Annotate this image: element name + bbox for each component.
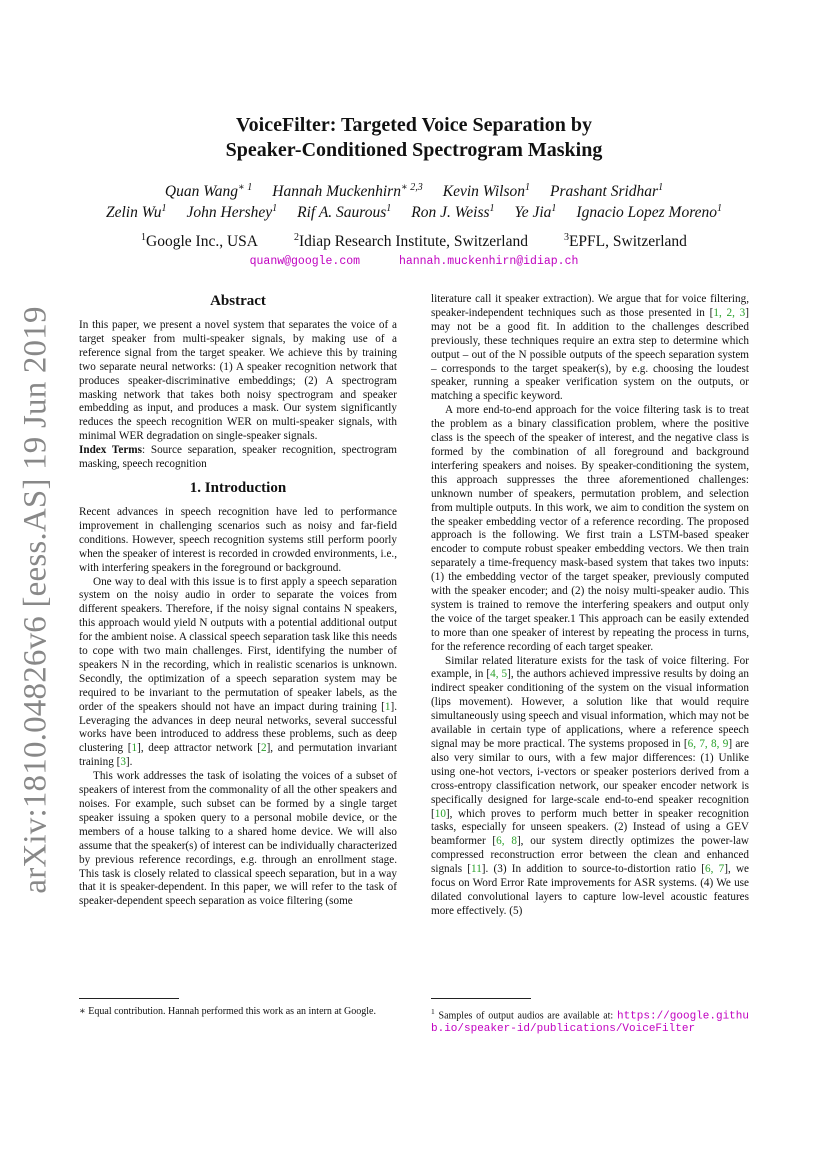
author-affiliation-mark: 1 bbox=[551, 203, 557, 214]
footnote-samples bbox=[431, 1006, 749, 1035]
index-terms bbox=[79, 444, 397, 472]
affiliation-mark: 3 bbox=[563, 232, 569, 243]
author-affiliation-mark: 1 bbox=[525, 182, 530, 193]
affiliation: $^1$Google Inc., USA bbox=[141, 232, 258, 251]
author-affiliation-mark: 1 bbox=[161, 203, 167, 214]
body-paragraph: Similar related literature exists for the task of voice filtering. For example, in [4, 5], the authors achieved impressive results by doing an indirect speaker conditioning of the system on the visual information (lips movement). However, a solution like that would require simultaneously using speech and visual information, which may not be available in certain type of applications, where a reference speech signal may be more practical. The systems proposed in [6, 7, 8, 9] are also very similar to ours, with a few major differences: (1) Unlike using one-hot vectors, i-vectors or speaker posteriors derived from a cross-entropy classification network, our speaker encoder network is specifically designed for large-scale end-to-end speaker recognition [10], which proves to perform much better in speaker recognition tasks, especially for unseen speakers. (2) Instead of using a GEV beamformer [6, 8], our system directly optimizes the power-law compressed reconstruction error between the clean and enhanced signals [11]. (3) In addition to source-to-distortion ratio [6, 7], we focus on Word Error Rate improvements for ASR systems. (4) We use dilated convolutional layers to capture low-level acoustic features more effectively. (5) bbox=[431, 654, 750, 917]
abstract-text: In this paper, we present a novel system that separates the voice of a target speaker from multi-speaker signals, by making use of a reference signal from the target speaker. We achieve this by training two separate neural networks: (1) A speaker recognition network that produces speaker-discriminative embeddings; (2) A spectrogram masking network that takes both noisy spectrogram and speaker embedding as input, and produces a mask. Our system significantly reduces the speech recognition WER on multi-speaker signals, with minimal WER degradation on single-speaker signals. bbox=[79, 319, 397, 443]
affiliation-mark: 2 bbox=[293, 232, 299, 243]
author-name: Prashant Sridhar$^1$ bbox=[550, 182, 664, 201]
author-name: Rif A. Saurous$^1$ bbox=[297, 203, 392, 222]
citation-link[interactable]: 6, 8 bbox=[496, 835, 517, 848]
citation-link[interactable]: 6, 7, 8, 9 bbox=[687, 738, 729, 750]
intro-heading: 1. Introduction bbox=[189, 479, 287, 496]
title-line-2: Speaker-Conditioned Spectrogram Masking bbox=[225, 139, 603, 161]
footnote-rule bbox=[79, 998, 179, 999]
citation-link[interactable]: 6, 7 bbox=[705, 863, 725, 876]
affiliation: $^3$EPFL, Switzerland bbox=[563, 232, 687, 251]
body-paragraph: literature call it speaker extraction). We argue that for voice filtering, speaker-independent techniques such as those presented in [1, 2, 3] may not be a good fit. In addition to the challenges described previously, these techniques require an extra step to determine which output – out of the N possible outputs of the speech separation system – corresponds to the target speaker(s), by e.g. choosing the loudest speaker, running a speaker verification system on the outputs, or matching a specific keyword. bbox=[431, 293, 750, 403]
left-column bbox=[79, 292, 397, 909]
email-link[interactable]: quanw@google.com bbox=[249, 255, 361, 268]
author-affiliation-mark: 1 bbox=[717, 203, 723, 214]
intro-paragraph: Recent advances in speech recognition have led to performance improvement in challenging scenarios such as noisy and far-field conditions. However, speech recognition systems still perform poorly when the speaker of interest is recorded in crowded environments, i.e., with interfering speakers in the foreground or background. bbox=[79, 505, 397, 574]
body-paragraph: A more end-to-end approach for the voice filtering task is to treat the problem as a binary classification problem, where the positive class is the speech of the speaker of interest, and the negative class is formed by the combination of all foreground and background interfering speakers and noises. By speaker-conditioning the system, this approach suppresses the three aforementioned challenges: unknown number of speakers, permutation problem, and selection from multiple outputs. In this work, we aim to condition the system on the speaker embedding vector of a reference recording. The proposed approach is the following. We first train a LSTM-based speaker encoder to compute robust speaker embedding vectors. We then train separately a time-frequency mask-based system that takes two inputs: (1) the embedding vector of the target speaker, previously computed with the speaker encoder; and (2) the noisy multi-speaker audio. This system is trained to remove the interfering speakers and output only the voice of the target speaker.1 This approach can be easily extended to more than one speaker of interest by repeating the process in turns, for the reference recording of each target speaker. bbox=[431, 404, 749, 653]
email-link[interactable]: hannah.muckenhirn@idiap.ch bbox=[398, 255, 579, 268]
intro-paragraph: This work addresses the task of isolating the voices of a subset of speakers of interest from the commonality of all the other speakers and noises. For example, such subset can be formed by a single target speaker issuing a spoken query to a personal mobile device, or the members of a house talking to a shared home device. We will also assume that the speaker(s) of interest can be individually characterized by previous reference recordings, e.g. through an enrollment stage. This task is closely related to classical speech separation, but in a way that it is speaker-dependent. In this paper, we will refer to the task of speaker-dependent speech separation as voice filtering (some bbox=[79, 770, 397, 908]
affiliations bbox=[60, 232, 768, 251]
paper-title bbox=[100, 113, 728, 163]
emails bbox=[60, 255, 768, 268]
index-terms-label: Index Terms bbox=[79, 444, 142, 457]
citation-link[interactable]: 3 bbox=[120, 756, 126, 769]
citation-link[interactable]: 2 bbox=[260, 742, 267, 755]
arxiv-stamp-text: arXiv:1810.04826v6 [eess.AS] 19 Jun 2019 bbox=[17, 306, 54, 894]
affiliation-mark: 1 bbox=[141, 232, 147, 243]
author-name: Ron J. Weiss$^1$ bbox=[411, 203, 495, 222]
citation-link[interactable]: 1, 2, 3 bbox=[713, 306, 746, 319]
citation-link[interactable]: 4, 5 bbox=[490, 668, 508, 681]
title-line-1: VoiceFilter: Targeted Voice Separation by bbox=[236, 114, 592, 136]
author-name: Ignacio Lopez Moreno$^1$ bbox=[576, 203, 723, 222]
index-terms-text: : Source separation, speaker recognition, spectrogram masking, speech recognition bbox=[79, 444, 397, 471]
author-affiliation-mark: 1 bbox=[489, 203, 495, 214]
footnote-mark: 1 bbox=[431, 1007, 435, 1016]
samples-url-link[interactable]: https://google.github.io/speaker-id/publications/VoiceFilter bbox=[431, 1010, 749, 1035]
citation-link[interactable]: 11 bbox=[471, 863, 482, 876]
intro-paragraph: One way to deal with this issue is to first apply a speech separation system on the noisy audio in order to separate the voices from different speakers. Therefore, if the noisy signal contains N speakers, this approach would yield N outputs with a potential additional output for the ambient noise. A classical speech separation task like this needs to cope with two main challenges. First, identifying the number of speakers N in the recording, which in realistic scenarios is unknown. Secondly, the optimization of a speech separation system may be required to be invariant to the permutation of speaker labels, as the order of the speakers should not have an impact during training [1]. Leveraging the advances in deep neural networks, several successful works have been introduced to address these problems, such as deep clustering [1], deep attractor network [2], and permutation invariant training [3]. bbox=[79, 575, 398, 769]
footnote-rule bbox=[431, 998, 531, 999]
author-affiliation-mark: ∗ 1 bbox=[237, 182, 253, 193]
author-name: Zelin Wu$^1$ bbox=[105, 203, 167, 222]
citation-link[interactable]: 1 bbox=[131, 742, 138, 755]
author-affiliation-mark: 1 bbox=[272, 203, 278, 214]
right-column bbox=[431, 293, 749, 919]
author-affiliation-mark: 1 bbox=[658, 182, 664, 193]
author-name: Quan Wang$^{∗ 1}$ bbox=[164, 182, 253, 201]
affiliation: $^2$Idiap Research Institute, Switzerland bbox=[293, 232, 528, 251]
author-name: Hannah Muckenhirn$^{∗ 2,3}$ bbox=[272, 182, 423, 201]
footnote-text: Samples of output audios are available at: bbox=[438, 1010, 617, 1022]
author-name: John Hershey$^1$ bbox=[186, 203, 278, 222]
footnote-equal-contribution: ∗ Equal contribution. Hannah performed this work as an intern at Google. bbox=[79, 1006, 376, 1017]
author-name: Kevin Wilson$^1$ bbox=[442, 182, 530, 201]
author-name: Ye Jia$^1$ bbox=[514, 203, 557, 222]
citation-link[interactable]: 1 bbox=[384, 700, 391, 713]
citation-link[interactable]: 10 bbox=[434, 807, 446, 820]
author-affiliation-mark: ∗ 2,3 bbox=[400, 182, 423, 193]
author-affiliation-mark: 1 bbox=[386, 203, 392, 214]
abstract-heading: Abstract bbox=[210, 293, 266, 309]
authors-row-2 bbox=[60, 198, 768, 223]
